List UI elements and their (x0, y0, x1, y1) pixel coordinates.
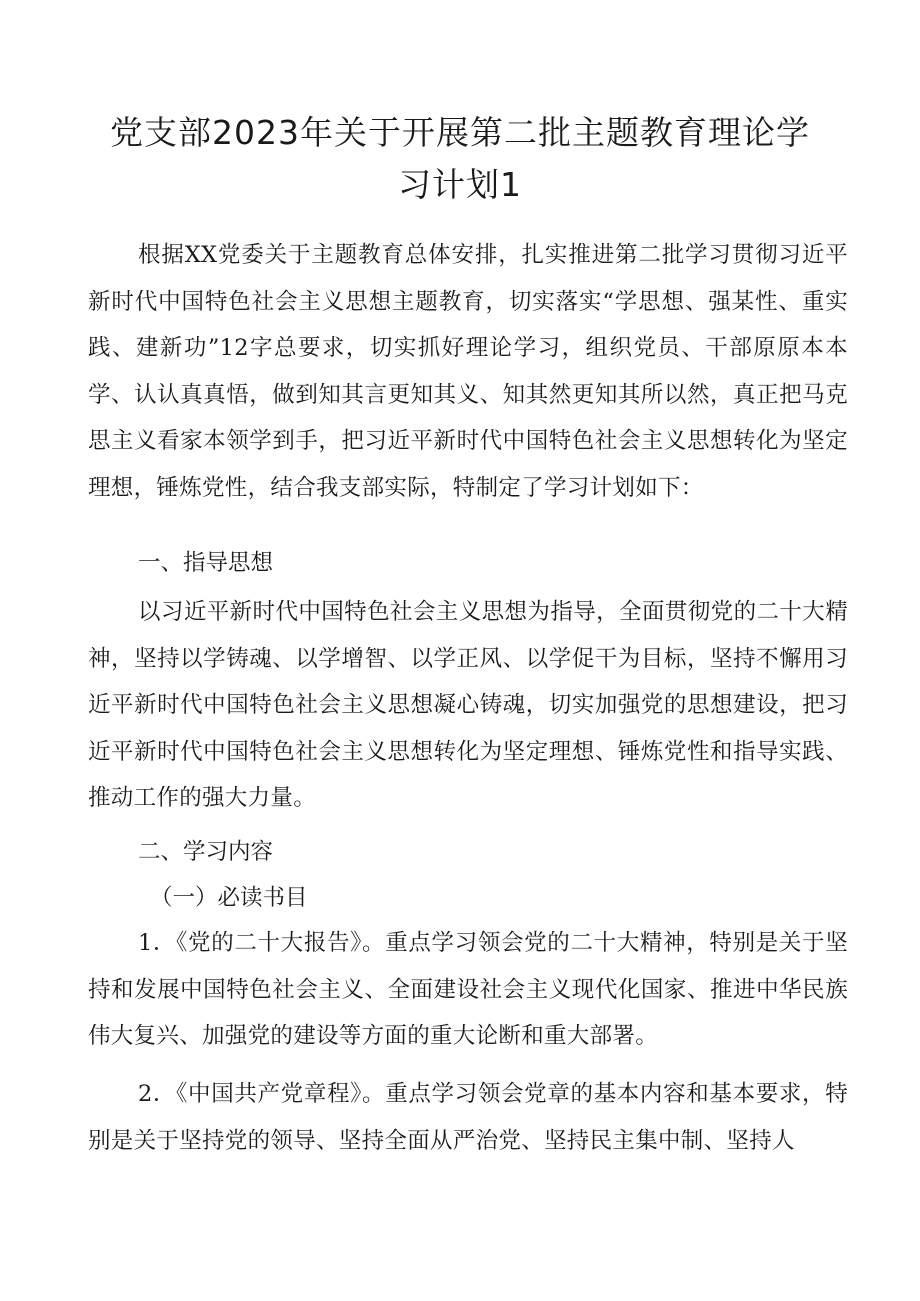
reading-item-1: 1．《党的二十大报告》。重点学习领会党的二十大精神，特别是关于坚持和发展中国特色社会主义、全面建设社会主义现代化国家、推进中华民族伟大复兴、加强党的建设等方面的重大论断和重大部署。 (88, 930, 848, 1049)
section-heading-guiding-thought: 一、指导思想 (138, 550, 274, 576)
document-title (100, 107, 820, 211)
subsection-heading-required-reading: （一）必读书目 (150, 885, 308, 911)
title-line-1: 党支部2023年关于开展第二批主题教育理论学 (110, 113, 810, 152)
section-heading-study-content: 二、学习内容 (138, 839, 274, 865)
intro-paragraph: 根据XX党委关于主题教育总体安排，扎实推进第二批学习贯彻习近平新时代中国特色社会主义思想主题教育，切实落实“学思想、强某性、重实践、建新功”12字总要求，切实抓好理论学习，组织党员、干部原原本本学、认认真真悟，做到知其言更知其义、知其然更知其所以然，真正把马克思主义看家本领学到手，把习近平新时代中国特色社会主义思想转化为坚定理想，锤炼党性，结合我支部实际，特制定了学习计划如下： (88, 242, 848, 501)
title-line-2: 习计划1 (398, 165, 522, 204)
guiding-thought-paragraph: 以习近平新时代中国特色社会主义思想为指导，全面贯彻党的二十大精神，坚持以学铸魂、以学增智、以学正风、以学促干为目标，坚持不懈用习近平新时代中国特色社会主义思想凝心铸魂，切实加强党的思想建设，把习近平新时代中国特色社会主义思想转化为坚定理想、锤炼党性和指导实践、推动工作的强大力量。 (88, 599, 848, 811)
reading-item-2: 2．《中国共产党章程》。重点学习领会党章的基本内容和基本要求，特别是关于坚持党的领导、坚持全面从严治党、坚持民主集中制、坚持人 (88, 1081, 848, 1154)
